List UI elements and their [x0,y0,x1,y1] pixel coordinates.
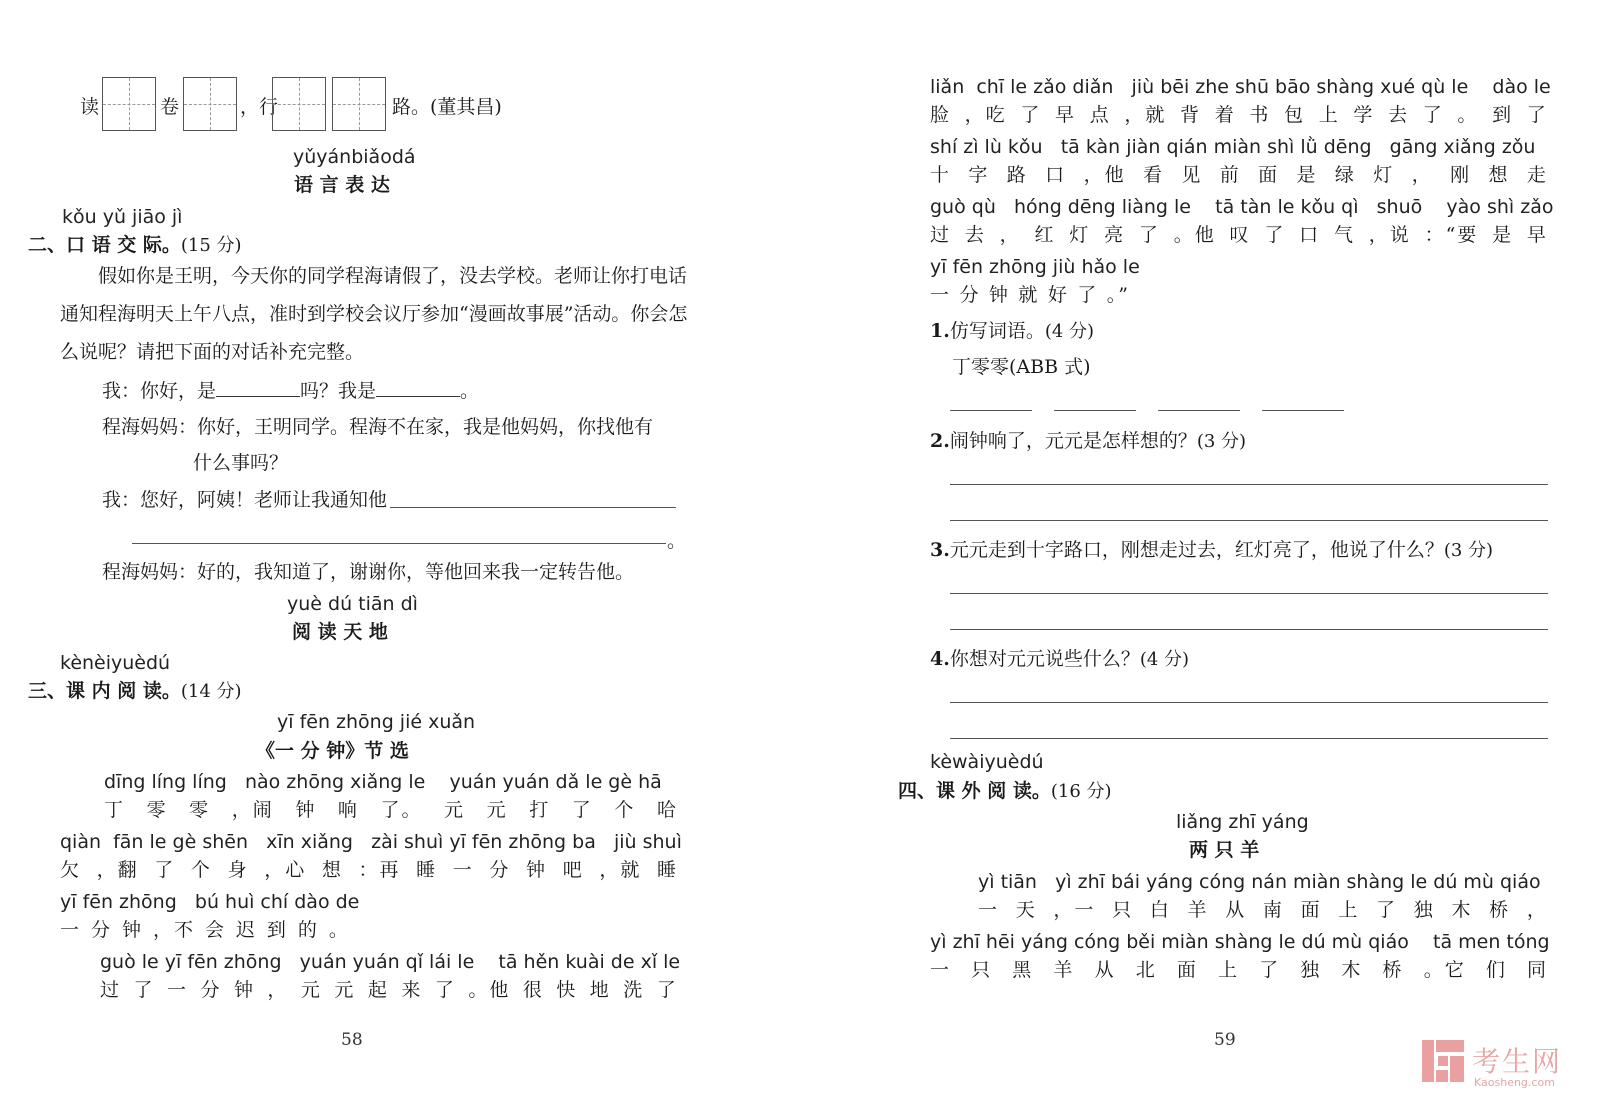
hanzi-char: 吧 [562,859,584,881]
hanzi-char: 上 [1338,899,1360,921]
q4-section-label: 四、课 外 阅 读。 [898,780,1051,802]
pinyin-line: yī fēn zhōng jiù hǎo le [930,256,1140,278]
dialog-line-4: 程海妈妈：好的，我知道了，谢谢你，等他回来我一定转告他。 [102,561,635,583]
hanzi-char: 一 [978,899,1000,921]
hanzi-line [104,795,678,822]
hanzi-char: 来 [401,979,423,1001]
pinyin-line: liǎn chī le zǎo diǎn jiù bēi zhe shū bāo shàng xué qù le dào le [930,76,1551,98]
hanzi-char: 。 [328,919,350,941]
hanzi-char: 到 [266,919,288,941]
hanzi-char: 绿 [1334,164,1356,186]
hanzi-char: 了 [1264,224,1286,246]
hanzi-char: 。 [1457,104,1479,126]
hanzi-char: 十 [930,164,952,186]
hanzi-char: 字 [968,164,990,186]
q1-score: (4 分) [1044,321,1095,342]
q4r-score: (4 分) [1139,649,1190,670]
hanzi-char: 钟 [121,919,143,941]
watermark [1422,1040,1582,1092]
hanzi-char: ，不 [152,919,195,941]
right-story2 [930,0,1554,1000]
hanzi-char: 早 [1055,104,1077,126]
left-story [60,0,680,1000]
hanzi-char: 分 [200,979,222,1001]
hanzi-char: 了 [571,799,593,821]
proverb-char-2: 卷 [160,96,180,118]
pinyin-line: dīng líng líng nào zhōng xiǎng le yuán yuán dǎ le gè hā [104,771,662,793]
hanzi-char: 了 [1422,104,1444,126]
q3-score: (14 分) [180,681,242,702]
watermark-cn: 考生网 [1472,1045,1563,1078]
hanzi-char: 学 [1353,104,1375,126]
q1-num: 1. [930,320,950,342]
q2-label: 二、口 语 交 际。 [28,234,181,256]
hanzi-char: 羊 [1187,899,1209,921]
hanzi-char: 个 [614,799,636,821]
hanzi-char: 上 [1318,104,1340,126]
hanzi-char: 叹 [1229,224,1251,246]
dialog-line-3-end: 。 [667,530,687,552]
q3r-num: 3. [930,539,950,561]
hanzi-char: 口 [1045,164,1067,186]
hanzi-char: 路 [1006,164,1028,186]
hanzi-char: 黑 [1012,959,1034,981]
dialog-1c: 。 [460,380,480,402]
hanzi-char: ，就 [599,859,642,881]
hanzi-char: 口 [1299,224,1321,246]
hanzi-char: 了 [434,979,456,1001]
hanzi-char: 包 [1284,104,1306,126]
hanzi-char: 会 [204,919,226,941]
hanzi-char: 从 [1225,899,1247,921]
hanzi-char: 一 [452,859,474,881]
hanzi-char: ，他 [1083,164,1126,186]
read-title: 阅 读 天 地 [292,621,388,643]
hanzi-char: 的 [297,919,319,941]
hanzi-char: 独 [1300,959,1322,981]
hanzi-char: 刚 [1450,164,1472,186]
story2-title: 两 只 羊 [1189,839,1260,861]
hanzi-char: 早 [1526,224,1548,246]
hanzi-char: 面 [1300,899,1322,921]
q2r-text: 闹钟响了，元元是怎样想的？ [949,430,1197,452]
hanzi-char: 木 [1451,899,1473,921]
dialog-1a: 我：你好，是 [102,380,217,402]
page-number: 58 [341,1030,363,1050]
hanzi-char: 想 [321,859,343,881]
hanzi-char: 一 [930,284,952,306]
hanzi-char: 钟 [295,799,317,821]
hanzi-char: 响 [337,799,359,821]
hanzi-char: 身 [227,859,249,881]
hanzi-char: 北 [1135,959,1157,981]
hanzi-char: 。他 [468,979,511,1001]
q2r-num: 2. [930,430,950,452]
hanzi-char: 钟 [233,979,255,1001]
hanzi-char: 走 [1526,164,1548,186]
hanzi-char: 。” [1106,284,1130,306]
lang-title-pinyin: yǔyánbiǎodá [293,146,416,168]
hanzi-char: ， [1411,164,1433,186]
left-page [0,0,720,1120]
read-title-pinyin: yuè dú tiān dì [287,593,418,615]
hanzi-char: 背 [1180,104,1202,126]
hanzi-char: 个 [190,859,212,881]
hanzi-line [100,975,678,1002]
hanzi-char: 脸 [930,104,952,126]
hanzi-char: 了 [1020,104,1042,126]
hanzi-char: 天 [1015,899,1037,921]
q1-text: 仿写词语。 [949,320,1045,342]
hanzi-char: 分 [90,919,112,941]
hanzi-char: 零 [146,799,168,821]
pinyin-line: qiàn fān le gè shēn xīn xiǎng zài shuì yī fēn zhōng ba jiù shuì [60,831,682,853]
hanzi-char: ，心 [264,859,307,881]
q3-label: 三、课 内 阅 读。 [28,680,181,702]
hanzi-char: ，一 [1053,899,1096,921]
hanzi-char: 红 [1034,224,1056,246]
hanzi-char: 是 [1296,164,1318,186]
proverb-char-1: 读 [80,96,100,118]
hanzi-char: 木 [1341,959,1363,981]
hanzi-char: 一 [60,919,82,941]
hanzi-char: 了 [1138,224,1160,246]
hanzi-char: 哈 [656,799,678,821]
pinyin-line: yì tiān yì zhī bái yáng cóng nán miàn shàng le dú mù qiáo [978,871,1541,893]
hanzi-char: 着 [1214,104,1236,126]
hanzi-char: 丁 [104,799,126,821]
hanzi-char: 好 [1047,284,1069,306]
hanzi-char: 分 [489,859,511,881]
pinyin-line: shí zì lù kǒu tā kàn jiàn qián miàn shì lǜ dēng gāng xiǎng zǒu [930,136,1536,158]
q1-example: 丁零零(ABB 式) [952,356,1091,378]
hanzi-char: 一 [930,959,952,981]
hanzi-char: ，说 [1368,224,1411,246]
hanzi-char: 独 [1413,899,1435,921]
hanzi-char: 过 [100,979,122,1001]
dialog-line-3: 我：您好，阿姨！老师让我通知他 [102,489,388,511]
lang-title: 语 言 表 达 [294,174,390,196]
hanzi-char: ， [267,979,289,1001]
hanzi-char: 面 [1176,959,1198,981]
hanzi-char: 了。 [380,799,423,821]
dialog-1b: 吗？我是 [300,380,377,402]
hanzi-char: 面 [1258,164,1280,186]
watermark-logo-icon [1422,1040,1464,1082]
hanzi-char: 灯 [1373,164,1395,186]
hanzi-char: 羊 [1053,959,1075,981]
hanzi-char: 迟 [235,919,257,941]
hanzi-char: 睡 [416,859,438,881]
hanzi-char: ：再 [358,859,401,881]
hanzi-char: 只 [971,959,993,981]
hanzi-char: 白 [1149,899,1171,921]
hanzi-char: 只 [1112,899,1134,921]
hanzi-char: 书 [1249,104,1271,126]
hanzi-char: 气 [1333,224,1355,246]
hanzi-char: 了 [1077,284,1099,306]
hanzi-char: 了 [1526,104,1548,126]
hanzi-char: 元 [486,799,508,821]
pinyin-line: yì zhī hēi yáng cóng běi miàn shàng le dú mù qiáo tā men tóng [930,931,1550,953]
hanzi-char: 前 [1219,164,1241,186]
hanzi-char: 分 [959,284,981,306]
page-number: 59 [1214,1030,1236,1050]
hanzi-line [978,895,1548,922]
q3r-score: (3 分) [1443,540,1494,561]
hanzi-char: 元 [300,979,322,1001]
story2-title-pinyin: liǎng zhī yáng [1176,811,1309,833]
hanzi-char: 很 [522,979,544,1001]
hanzi-char: 灯 [1069,224,1091,246]
hanzi-char: 过 [930,224,952,246]
hanzi-char: 从 [1094,959,1116,981]
hanzi-char: ，闹 [231,799,274,821]
hanzi-char: ：“要 [1424,224,1479,246]
hanzi-line [60,855,678,882]
q4r-text: 你想对元元说些什么？ [949,648,1140,670]
hanzi-char: 点 [1089,104,1111,126]
proverb-char-4: 路。(董其昌) [392,96,502,118]
dialog-line-2: 程海妈妈：你好，王明同学。程海不在家，我是他妈妈，你找他有 [102,416,654,438]
hanzi-char: 了 [656,979,678,1001]
q4r-num: 4. [930,648,950,670]
hanzi-char: 了 [1259,959,1281,981]
dialog-line-2b: 什么事吗？ [193,452,289,474]
hanzi-char: 欠 [60,859,82,881]
hanzi-char: 了 [1376,899,1398,921]
q3r-text: 元元走到十字路口，刚想走过去，红灯亮了，他说了什么？ [949,539,1444,561]
hanzi-char: 睡 [656,859,678,881]
hanzi-char: 看 [1142,164,1164,186]
hanzi-char: 们 [1485,959,1507,981]
hanzi-char: 想 [1488,164,1510,186]
hanzi-char: 就 [1018,284,1040,306]
story-title: 《一 分 钟》节 选 [256,740,409,762]
pinyin-line: guò qù hóng dēng liàng le tā tàn le kǒu qì shuō yào shì zǎo [930,196,1554,218]
pinyin-line: yī fēn zhōng bú huì chí dào de [60,891,360,913]
hanzi-char: 打 [529,799,551,821]
hanzi-char: 地 [589,979,611,1001]
hanzi-char: 。他 [1173,224,1216,246]
q2-pinyin: kǒu yǔ jiāo jì [62,206,183,228]
q2-paragraph: 假如你是王明，今天你的同学程海请假了，没去学校。老师让你打电话通知程海明天上午八点，准时到学校会议厅参加“漫画故事展”活动。你会怎么说呢？请把下面的对话补充完整。 [60,265,688,363]
hanzi-char: 元 [334,979,356,1001]
hanzi-char: 桥 [1382,959,1404,981]
hanzi-char: 。它 [1423,959,1466,981]
hanzi-char: ， [1526,899,1548,921]
hanzi-char: 南 [1262,899,1284,921]
hanzi-char: 是 [1492,224,1514,246]
hanzi-char: 钟 [526,859,548,881]
proverb-char-3: ，行 [240,96,279,118]
hanzi-line [930,955,1548,982]
hanzi-char: 起 [367,979,389,1001]
pinyin-line: guò le yī fēn zhōng yuán yuán qǐ lái le tā hěn kuài de xǐ le [100,951,681,973]
hanzi-char: 上 [1217,959,1239,981]
hanzi-char: 钟 [988,284,1010,306]
hanzi-char: ，就 [1124,104,1167,126]
hanzi-char: 零 [189,799,211,821]
q2r-score: (3 分) [1196,431,1247,452]
hanzi-char: 了 [154,859,176,881]
hanzi-char: 一 [166,979,188,1001]
hanzi-char: 元 [444,799,466,821]
q2-score: (15 分) [180,235,242,256]
hanzi-char: 去 [1388,104,1410,126]
story-title-pinyin: yī fēn zhōng jié xuǎn [277,711,476,733]
hanzi-char: 去 [964,224,986,246]
right-page [880,0,1600,1120]
hanzi-char: 桥 [1489,899,1511,921]
hanzi-char: 到 [1492,104,1514,126]
hanzi-line [60,915,350,942]
hanzi-char: 同 [1526,959,1548,981]
hanzi-char: 快 [556,979,578,1001]
hanzi-char: ，翻 [96,859,139,881]
hanzi-char: 亮 [1104,224,1126,246]
hanzi-char: 了 [133,979,155,1001]
hanzi-char: 洗 [623,979,645,1001]
q4-section-score: (16 分) [1050,781,1112,802]
q3-pinyin: kènèiyuèdú [60,652,171,674]
hanzi-char: ， [999,224,1021,246]
q4-section-pinyin: kèwàiyuèdú [930,751,1044,773]
hanzi-char: ，吃 [964,104,1007,126]
hanzi-char: 见 [1181,164,1203,186]
watermark-en: Kaosheng.com [1474,1076,1555,1089]
